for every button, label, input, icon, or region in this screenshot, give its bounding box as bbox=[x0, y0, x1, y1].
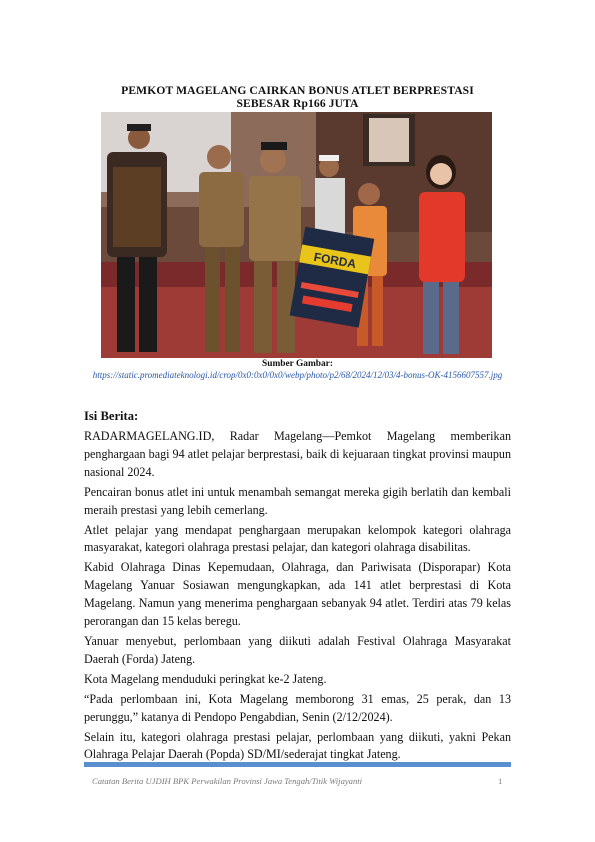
news-photo bbox=[101, 112, 492, 358]
article-title-line-2: SEBESAR Rp166 JUTA bbox=[236, 97, 359, 110]
image-source-label: Sumber Gambar: bbox=[262, 359, 333, 369]
paragraph: Kota Magelang menduduki peringkat ke-2 Jateng. bbox=[84, 671, 327, 686]
article-body bbox=[84, 428, 511, 766]
paragraph: Pencairan bonus atlet ini untuk menambah semangat mereka gigih berlatih dan kembali meraih prestasi yang lebih cemerlang. bbox=[84, 484, 511, 517]
image-source-link[interactable]: https://static.promediateknologi.id/crop/0x0:0x0/0x0/webp/photo/p2/68/2024/12/03/4-bonus-OK-4156607557.jpg bbox=[92, 370, 503, 380]
page-number: 1 bbox=[498, 776, 503, 786]
paragraph: Atlet pelajar yang mendapat penghargaan merupakan kelompok kategori olahraga masyarakat, kategori olahraga prestasi pelajar, dan kategori olahraga disabilitas. bbox=[84, 522, 511, 555]
article-title-line-1: PEMKOT MAGELANG CAIRKAN BONUS ATLET BERPRESTASI bbox=[121, 84, 474, 97]
footer-divider bbox=[84, 762, 511, 767]
footer-text: Catatan Berita UJDIH BPK Perwakilan Provinsi Jawa Tengah/Titik Wijayanti bbox=[92, 776, 363, 786]
paragraph: “Pada perlombaan ini, Kota Magelang memborong 31 emas, 25 perak, dan 13 perunggu,” katanya di Pendopo Pengabdian, Senin (2/12/2024). bbox=[84, 691, 511, 724]
paragraph: Selain itu, kategori olahraga prestasi pelajar, perlombaan yang diikuti, yakni Pekan Olahraga Pelajar Daerah (Popda) SD/MI/sederajat tingkat Jateng. bbox=[84, 729, 511, 762]
paragraph: Yanuar menyebut, perlombaan yang diikuti adalah Festival Olahraga Masyarakat Daerah (Forda) Jateng. bbox=[84, 633, 511, 666]
photo-banner-text: FORDA bbox=[312, 249, 358, 272]
paragraph: RADARMAGELANG.ID, Radar Magelang—Pemkot Magelang memberikan penghargaan bagi 94 atlet pelajar berprestasi, baik di kejuaraan tingkat provinsi maupun nasional 2024. bbox=[84, 429, 511, 479]
paragraph: Kabid Olahraga Dinas Kepemudaan, Olahraga, dan Pariwisata (Disporapar) Kota Magelang Yanuar Sosiawan mengungkapkan, ada 141 atlet berprestasi di Kota Magelang. Namun yang menerima penghargaan sebanyak 94 atlet. Terdiri atas 79 kelas perorangan dan 15 kelas beregu. bbox=[84, 560, 511, 629]
article-title bbox=[60, 84, 535, 110]
news-photo-illustration bbox=[101, 112, 492, 358]
section-heading: Isi Berita: bbox=[84, 409, 139, 423]
